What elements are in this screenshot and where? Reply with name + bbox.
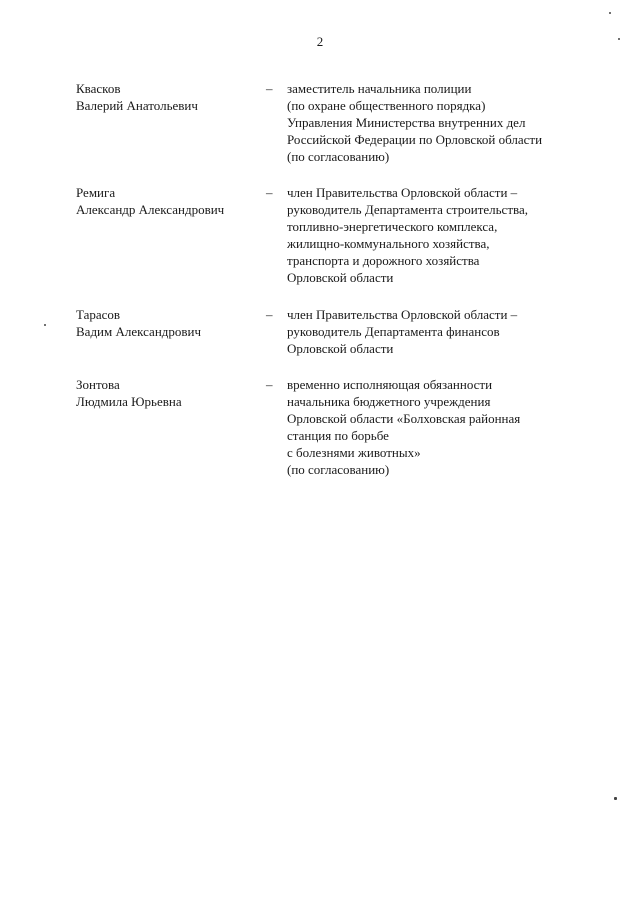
position-line: временно исполняющая обязанности — [287, 377, 493, 392]
position-line: топливно-энергетического комплекса, — [287, 219, 498, 234]
position-line: Орловской области «Болховская районная — [287, 411, 521, 426]
position-line: жилищно-коммунального хозяйства, — [287, 236, 490, 251]
member-given-names: Валерий Анатольевич — [76, 98, 198, 113]
position-line: Орловской области — [287, 341, 394, 356]
separator-dash: – — [266, 81, 273, 96]
member-position — [287, 376, 607, 478]
position-line: с болезнями животных» — [287, 445, 421, 460]
member-given-names: Вадим Александрович — [76, 324, 202, 339]
position-line: руководитель Департамента финансов — [287, 324, 500, 339]
position-line: заместитель начальника полиции — [287, 81, 472, 96]
separator-dash: – — [266, 185, 273, 200]
position-line: Российской Федерации по Орловской области — [287, 132, 543, 147]
member-surname: Зонтова — [76, 377, 120, 392]
member-given-names: Александр Александрович — [76, 202, 225, 217]
member-surname: Тарасов — [76, 307, 121, 322]
separator-dash: – — [266, 307, 273, 322]
position-line: руководитель Департамента строительства, — [287, 202, 528, 217]
position-line: (по охране общественного порядка) — [287, 98, 486, 113]
scan-speck — [614, 797, 617, 800]
member-name — [76, 306, 266, 340]
position-line: член Правительства Орловской области – — [287, 307, 518, 322]
separator-dash: – — [266, 377, 273, 392]
scan-speck — [618, 38, 620, 40]
member-given-names: Людмила Юрьевна — [76, 394, 182, 409]
position-line: станция по борьбе — [287, 428, 389, 443]
member-name — [76, 184, 266, 218]
member-position — [287, 184, 607, 286]
member-name — [76, 80, 266, 114]
member-name — [76, 376, 266, 410]
position-line: Управления Министерства внутренних дел — [287, 115, 526, 130]
member-surname: Ремига — [76, 185, 116, 200]
scan-speck — [609, 12, 611, 14]
position-line: (по согласованию) — [287, 149, 390, 164]
position-line: Орловской области — [287, 270, 394, 285]
position-line: начальника бюджетного учреждения — [287, 394, 491, 409]
position-line: член Правительства Орловской области – — [287, 185, 518, 200]
member-position — [287, 80, 607, 165]
page-number: 2 — [316, 34, 324, 49]
position-line: транспорта и дорожного хозяйства — [287, 253, 480, 268]
member-position — [287, 306, 607, 357]
scan-speck — [44, 324, 46, 326]
member-surname: Квасков — [76, 81, 121, 96]
position-line: (по согласованию) — [287, 462, 390, 477]
